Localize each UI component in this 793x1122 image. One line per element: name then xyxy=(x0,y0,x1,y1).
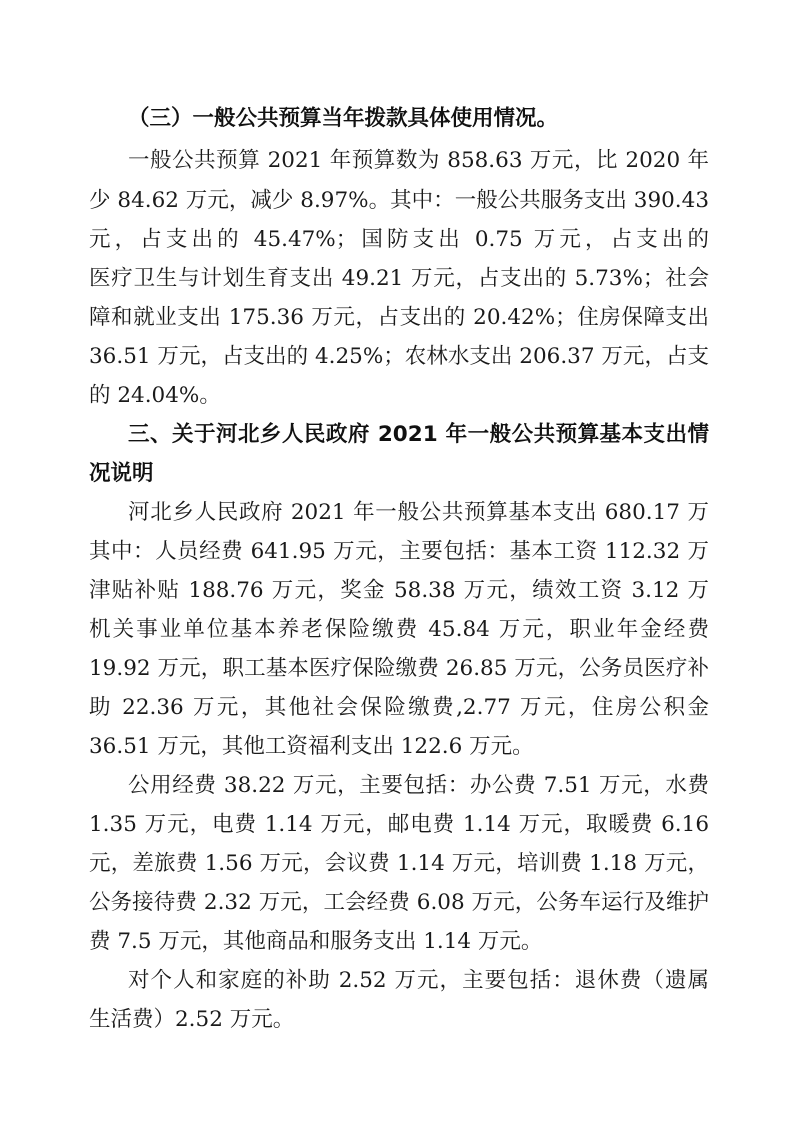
paragraph-line: 机关事业单位基本养老保险缴费 45.84 万元，职业年金经费 xyxy=(89,617,709,642)
paragraph-line: 助 22.36 万元，其他社会保险缴费,2.77 万元，住房公积金 xyxy=(89,695,709,720)
paragraph-line: 1.35 万元，电费 1.14 万元，邮电费 1.14 万元，取暖费 6.16 xyxy=(89,812,709,837)
section-heading-continued: 况说明 xyxy=(89,461,154,486)
paragraph-line: 19.92 万元，职工基本医疗保险缴费 26.85 万元，公务员医疗补 xyxy=(89,656,709,681)
paragraph-line: 费 7.5 万元，其他商品和服务支出 1.14 万元。 xyxy=(89,929,543,954)
section-heading: （三）一般公共预算当年拨款具体使用情况。 xyxy=(128,106,559,131)
paragraph-line: 津贴补贴 188.76 万元，奖金 58.38 万元，绩效工资 3.12 万 xyxy=(89,578,709,603)
paragraph-line: 医疗卫生与计划生育支出 49.21 万元，占支出的 5.73%；社会 xyxy=(89,266,709,291)
paragraph-line: 元，占支出的 45.47%；国防支出 0.75 万元，占支出的 xyxy=(89,227,709,252)
paragraph-line: 其中：人员经费 641.95 万元，主要包括：基本工资 112.32 万 xyxy=(89,539,709,564)
paragraph-line: 一般公共预算 2021 年预算数为 858.63 万元，比 2020 年 xyxy=(128,148,709,173)
paragraph-line: 公务接待费 2.32 万元，工会经费 6.08 万元，公务车运行及维护 xyxy=(89,890,709,915)
section-heading: 三、关于河北乡人民政府 2021 年一般公共预算基本支出情 xyxy=(128,422,709,447)
paragraph-line: 公用经费 38.22 万元，主要包括：办公费 7.51 万元，水费 xyxy=(128,773,709,798)
paragraph-line: 少 84.62 万元，减少 8.97%。其中：一般公共服务支出 390.43 xyxy=(89,188,709,213)
paragraph-line: 36.51 万元，其他工资福利支出 122.6 万元。 xyxy=(89,734,534,759)
paragraph-line: 的 24.04%。 xyxy=(89,383,221,408)
paragraph-line: 对个人和家庭的补助 2.52 万元，主要包括：退休费（遗属 xyxy=(128,968,709,993)
paragraph-line: 元，差旅费 1.56 万元，会议费 1.14 万元，培训费 1.18 万元， xyxy=(89,851,709,876)
paragraph-line: 36.51 万元，占支出的 4.25%；农林水支出 206.37 万元，占支 xyxy=(89,344,709,369)
paragraph-line: 河北乡人民政府 2021 年一般公共预算基本支出 680.17 万 xyxy=(128,500,709,525)
paragraph-line: 障和就业支出 175.36 万元，占支出的 20.42%；住房保障支出 xyxy=(89,305,709,330)
paragraph-line: 生活费）2.52 万元。 xyxy=(89,1007,295,1032)
